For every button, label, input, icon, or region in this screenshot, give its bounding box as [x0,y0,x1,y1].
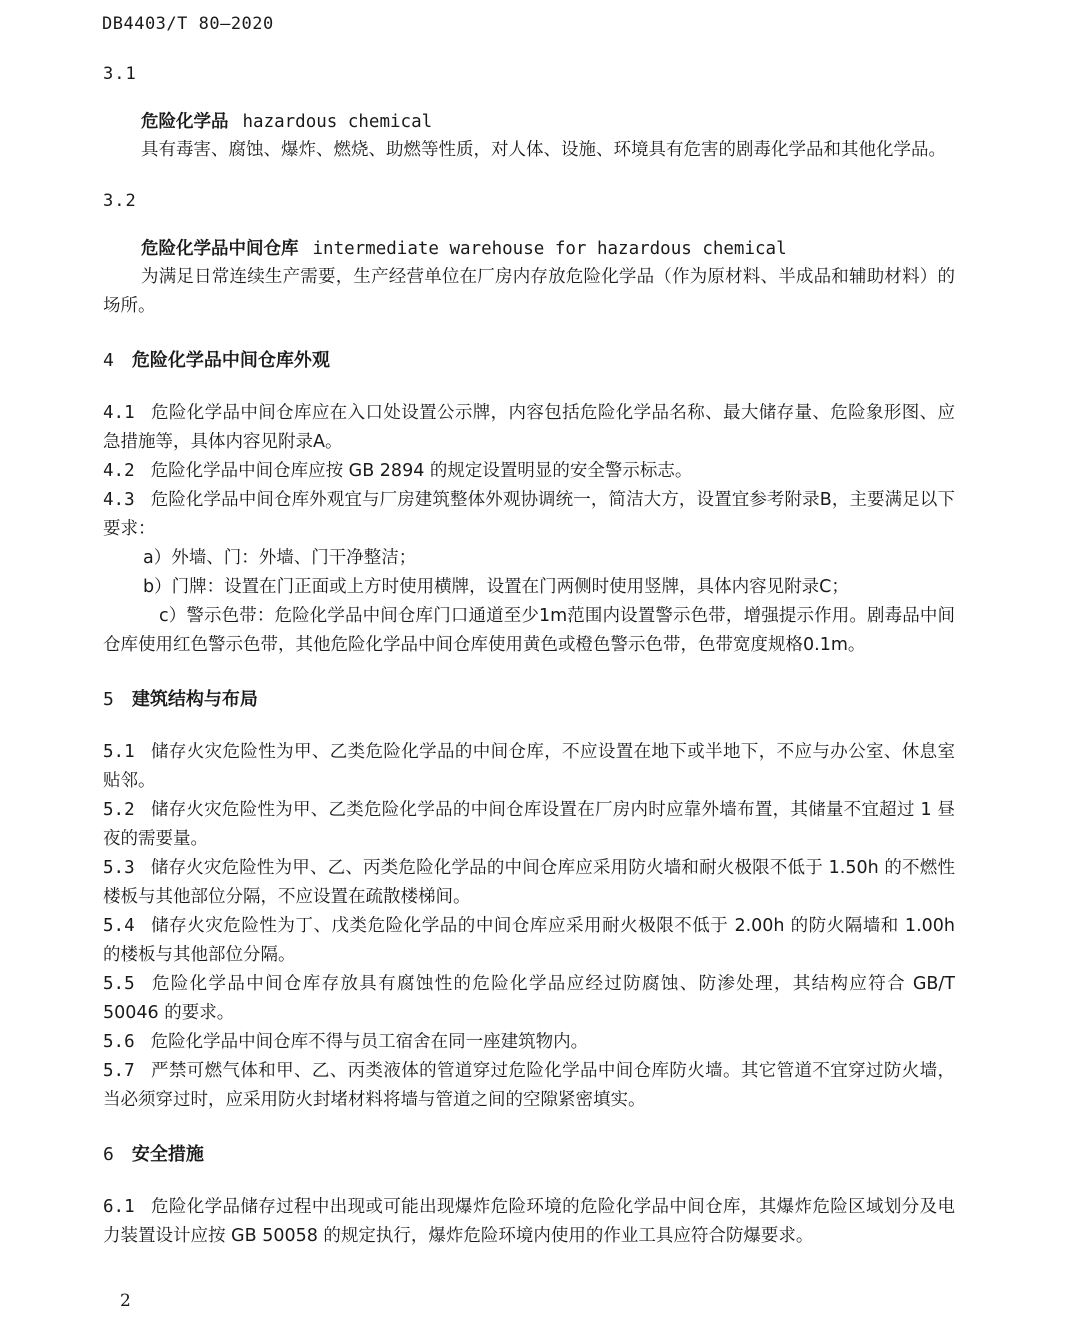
clause [103,457,955,486]
term-title-en: hazardous chemical [242,112,433,132]
term-definition: 具有毒害、腐蚀、爆炸、燃烧、助燃等性质，对人体、设施、环境具有危害的剧毒化学品和其他化学品。 [141,140,946,160]
clause-number: 5.3 [103,858,135,878]
clause-text: 危险化学品中间仓库外观宜与厂房建筑整体外观协调统一，简洁大方，设置宜参考附录B，主要满足以下要求： [103,490,955,539]
clause-number: 5.5 [103,974,135,994]
clause-text: 储存火灾危险性为甲、乙类危险化学品的中间仓库，不应设置在地下或半地下，不应与办公室、休息室贴邻。 [103,742,955,791]
clause [103,970,955,1028]
section-number: 4 [103,350,114,371]
section-heading [103,347,955,375]
list-item: a）外墙、门：外墙、门干净整洁； [143,548,417,568]
clause-number: 5.1 [103,742,135,762]
section-title: 建筑结构与布局 [131,689,258,710]
document-code-header: DB4403/T 80—2020 [102,14,274,34]
clause [103,486,955,544]
clause-text: 储存火灾危险性为甲、乙、丙类危险化学品的中间仓库应采用防火墙和耐火极限不低于 1.50h 的不燃性楼板与其他部位分隔，不应设置在疏散楼梯间。 [103,858,955,907]
clause-text: 危险化学品储存过程中出现或可能出现爆炸危险环境的危险化学品中间仓库，其爆炸危险区域划分及电力装置设计应按 GB 50058 的规定执行，爆炸危险环境内使用的作业工具应符合防爆要求。 [103,1197,955,1246]
clause-number: 6.1 [103,1197,135,1217]
clause-number: 5.7 [103,1061,135,1081]
clause [103,1193,955,1251]
clause-number: 4.2 [103,461,135,481]
term-number: 3.2 [103,191,137,211]
term-title-zh: 危险化学品 [141,112,229,132]
term-number: 3.1 [103,64,137,84]
clause-text: 危险化学品中间仓库应按 GB 2894 的规定设置明显的安全警示标志。 [150,461,693,481]
clause-text: 储存火灾危险性为丁、戊类危险化学品的中间仓库应采用耐火极限不低于 2.00h 的防火隔墙和 1.00h 的楼板与其他部位分隔。 [103,916,955,965]
clause [103,912,955,970]
clause-text: 危险化学品中间仓库不得与员工宿舍在同一座建筑物内。 [150,1032,589,1052]
clause [103,1028,955,1057]
clause-number: 5.2 [103,800,135,820]
clause-number: 4.3 [103,490,135,510]
clause-number: 5.4 [103,916,135,936]
term-title [103,108,955,136]
clause-text: 储存火灾危险性为甲、乙类危险化学品的中间仓库设置在厂房内时应靠外墙布置，其储量不宜超过 1 昼夜的需要量。 [103,800,955,849]
term-definition: 为满足日常连续生产需要，生产经营单位在厂房内存放危险化学品（作为原材料、半成品和辅助材料）的场所。 [103,267,955,316]
clause [103,738,955,796]
page-number: 2 [120,1291,131,1311]
section-title: 安全措施 [131,1144,204,1165]
list-item: c）警示色带：危险化学品中间仓库门口通道至少1m范围内设置警示色带，增强提示作用。剧毒品中间仓库使用红色警示色带，其他危险化学品中间仓库使用黄色或橙色警示色带，色带宽度规格0.1m。 [103,606,955,655]
term-title-zh: 危险化学品中间仓库 [141,239,299,259]
section-heading [103,1141,955,1169]
clause [103,1057,955,1115]
term-title [103,235,955,263]
list-item: b）门牌：设置在门正面或上方时使用横牌，设置在门两侧时使用竖牌，具体内容见附录C； [143,577,849,597]
section-number: 6 [103,1144,114,1165]
section-title: 危险化学品中间仓库外观 [131,350,330,371]
section-number: 5 [103,689,114,710]
clause-number: 4.1 [103,403,135,423]
term-title-en: intermediate warehouse for hazardous chemical [312,239,787,259]
clause-text: 严禁可燃气体和甲、乙、丙类液体的管道穿过危险化学品中间仓库防火墙。其它管道不宜穿过防火墙，当必须穿过时，应采用防火封堵材料将墙与管道之间的空隙紧密填实。 [103,1061,955,1110]
clause-text: 危险化学品中间仓库应在入口处设置公示牌，内容包括危险化学品名称、最大储存量、危险象形图、应急措施等，具体内容见附录A。 [103,403,955,452]
clause [103,796,955,854]
clause-text: 危险化学品中间仓库存放具有腐蚀性的危险化学品应经过防腐蚀、防渗处理，其结构应符合 GB/T 50046 的要求。 [103,974,955,1023]
section-heading [103,686,955,714]
document-body [103,60,955,1251]
clause-number: 5.6 [103,1032,135,1052]
clause [103,854,955,912]
clause [103,399,955,457]
